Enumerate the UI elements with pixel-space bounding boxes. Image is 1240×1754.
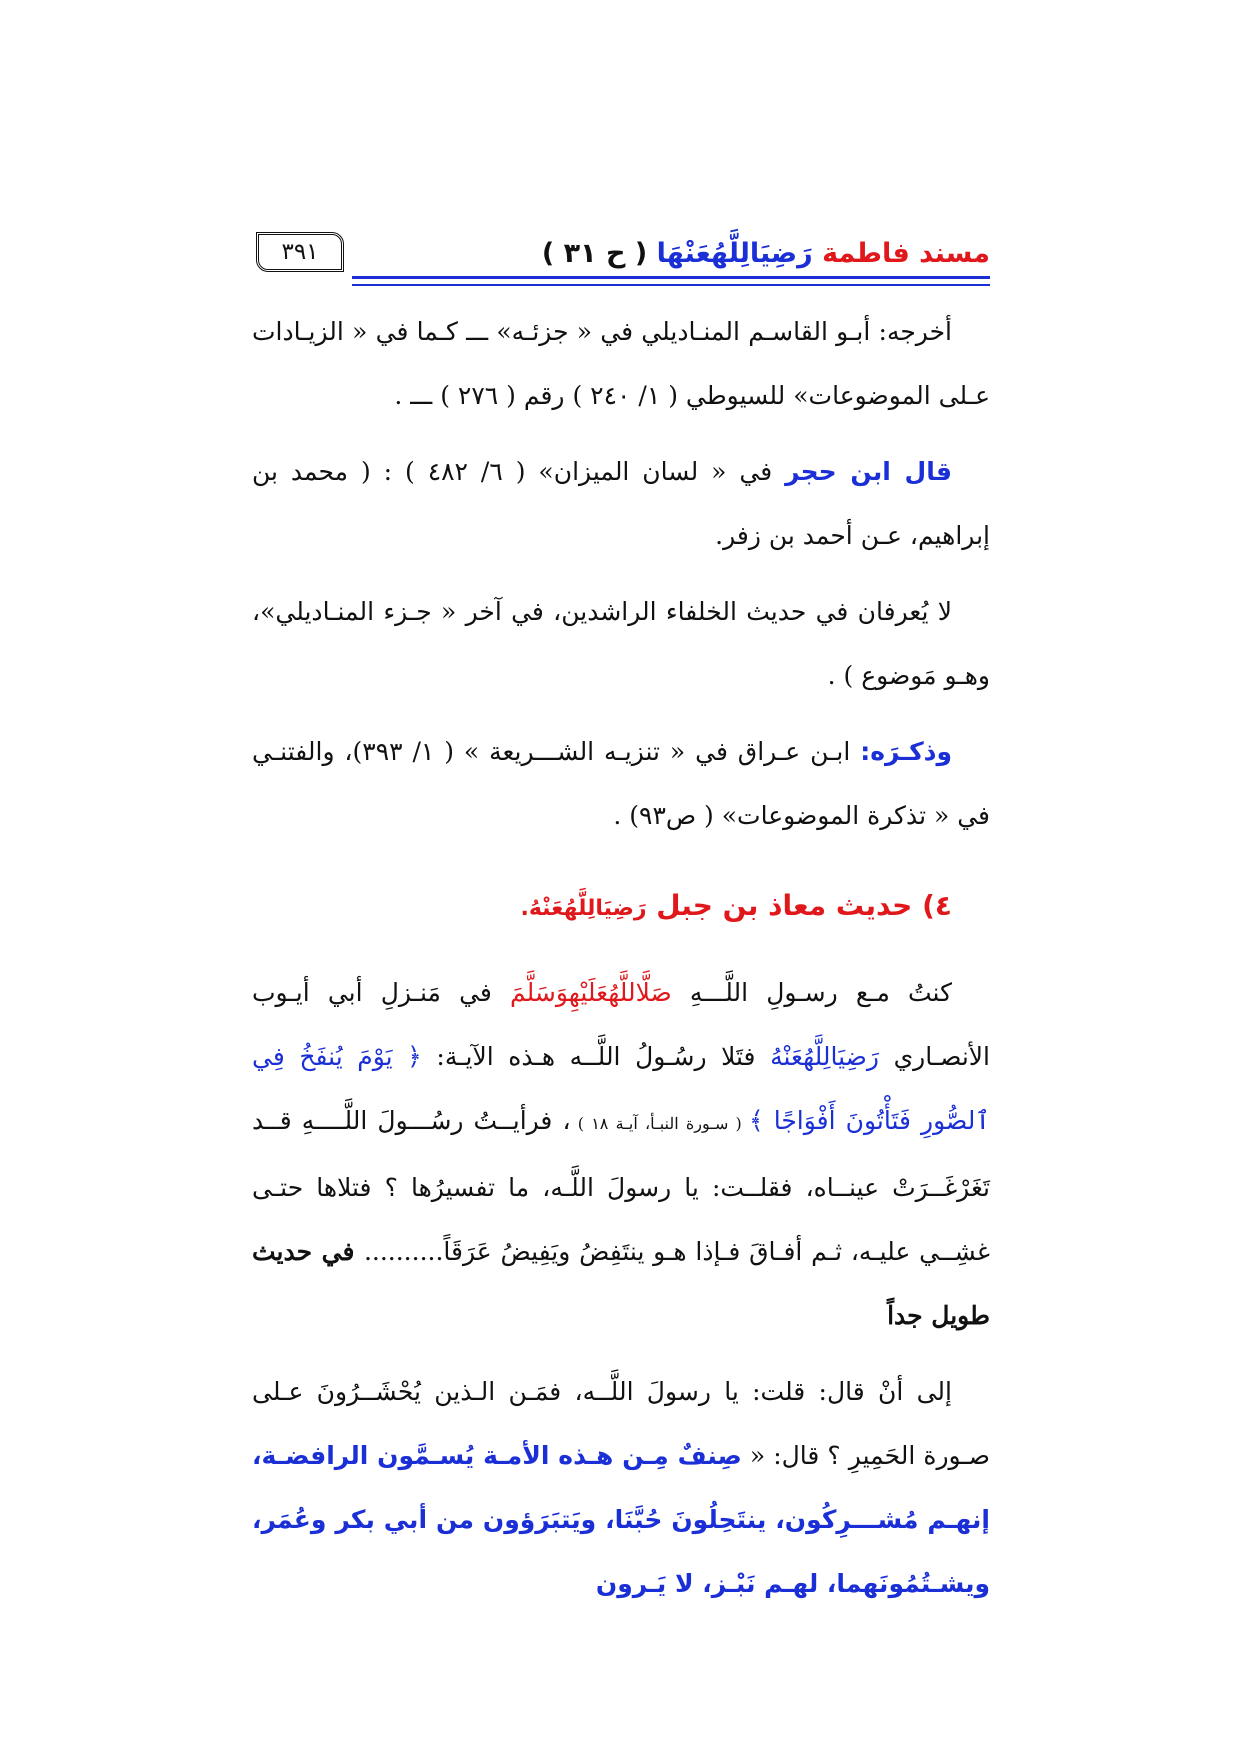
- hadith-text: كنتُ مـع رسـولِ اللَّـــهِ: [671, 978, 952, 1007]
- paragraph-lead: وذكـرَه:: [860, 737, 952, 766]
- page-number: ٣٩١: [256, 232, 344, 272]
- paragraph-text: أخرجه: أبـو القاسـم المنـاديلي في « جزئـه» ـــ كـما في « الزيـادات عـلى الموضوعات» للسيوطي ( ١/ ٢٤٠ ) رقم ( ٢٧٦ ) ـــ .: [252, 317, 990, 410]
- paragraph-text: لا يُعرفان في حديث الخلفاء الراشدين، في آخر « جـزء المنـاديلي»، وهـو مَوضوع ) .: [252, 597, 990, 690]
- paragraph-verdict: [252, 580, 990, 708]
- hadith-paragraph-2: [252, 1360, 990, 1616]
- header-title: [542, 238, 990, 269]
- header-rule-thin: [352, 284, 990, 286]
- hadith-text: ، فرأيــتُ رسُـــولَ اللَّــــهِ قــد تَغَرْغَــرَتْ عينــاه، فقلــت: يا رسولَ اللَّـه، ما تفسيرُها ؟ فتلاها حتـى غشِــي عليـه، ثـم أفـاقَ فـإذا هـو ينتَفِضُ ويَفِيضُ عَرَقَاً..........: [252, 1106, 990, 1266]
- header-honorific: رَضِيَالِلَّهُعَنْهَا: [656, 238, 813, 269]
- scholar-name: قال ابن حجر: [785, 457, 952, 486]
- hadith-quote: صِنفٌ مِـن هـذه الأمـة يُسـمَّون الرافضـة، إنهـم مُشـــرِكُون، ينتَحِلُونَ حُبَّنَا، ويَتبَرَؤون من أبي بكر وعُمَر، ويشـتُمُونَهما، لهـم نَبْـز، لا يَـرون: [252, 1441, 990, 1598]
- paragraph-dhikr: [252, 720, 990, 848]
- paragraph-text: في « لسان الميزان» ( ٦/ ٤٨٢ ) : ( محمد بن إبراهيم، عـن أحمد بن زفر.: [252, 457, 990, 550]
- hadith-text: في مَنـزلِ أبي أيـوب الأنصـاري: [252, 978, 990, 1071]
- verse-reference: ( سـورة النبـأ، آيـة ١٨ ): [570, 1114, 750, 1133]
- hadith-paragraph-1: [252, 961, 990, 1348]
- section-title: حديث معاذ بن جبل: [656, 889, 913, 922]
- paragraph-ibn-hajar: [252, 440, 990, 568]
- hadith-text: فتَلا رسُـولُ اللَّــه هـذه الآيـة:: [421, 1042, 771, 1071]
- honorific-mark: رَضِيَالِلَّهُعَنْهُ: [770, 1042, 879, 1071]
- header-hadith-ref: ( ح ٣١ ): [541, 238, 648, 269]
- paragraph-text: ابـن عـراق في « تنزيـه الشـــريعة » ( ١/ ٣٩٣)، والفتنـي في « تذكرة الموضوعات» ( ص٩٣) .: [252, 737, 990, 830]
- header-rule: [352, 276, 990, 279]
- hadith-text: إلى أنْ قال: قلت: يا رسولَ اللَّــه، فمَـن الـذين يُحْشَــرُونَ عـلى صـورة الحَمِيرِ ؟ قال: «: [252, 1377, 990, 1470]
- quran-verse: ﴿ يَوْمَ يُنفَخُ فِي ٱلصُّورِ فَتَأْتُونَ أَفْوَاجًا ﴾: [252, 1042, 990, 1135]
- section-honorific: رَضِيَالِلَّهُعَنْهُ.: [520, 896, 647, 921]
- salawat-mark: صَلَّاللَّهُعَلَيْهِوَسَلَّمَ: [510, 978, 672, 1007]
- main-content: [252, 300, 990, 1628]
- paragraph-takhrij: [252, 300, 990, 428]
- hadith-note: في حديث طويل جداً: [252, 1237, 990, 1330]
- section-number: ٤): [922, 889, 952, 922]
- section-heading: [252, 878, 990, 937]
- page-header: [256, 232, 990, 292]
- header-title-main: مسند فاطمة: [822, 238, 990, 269]
